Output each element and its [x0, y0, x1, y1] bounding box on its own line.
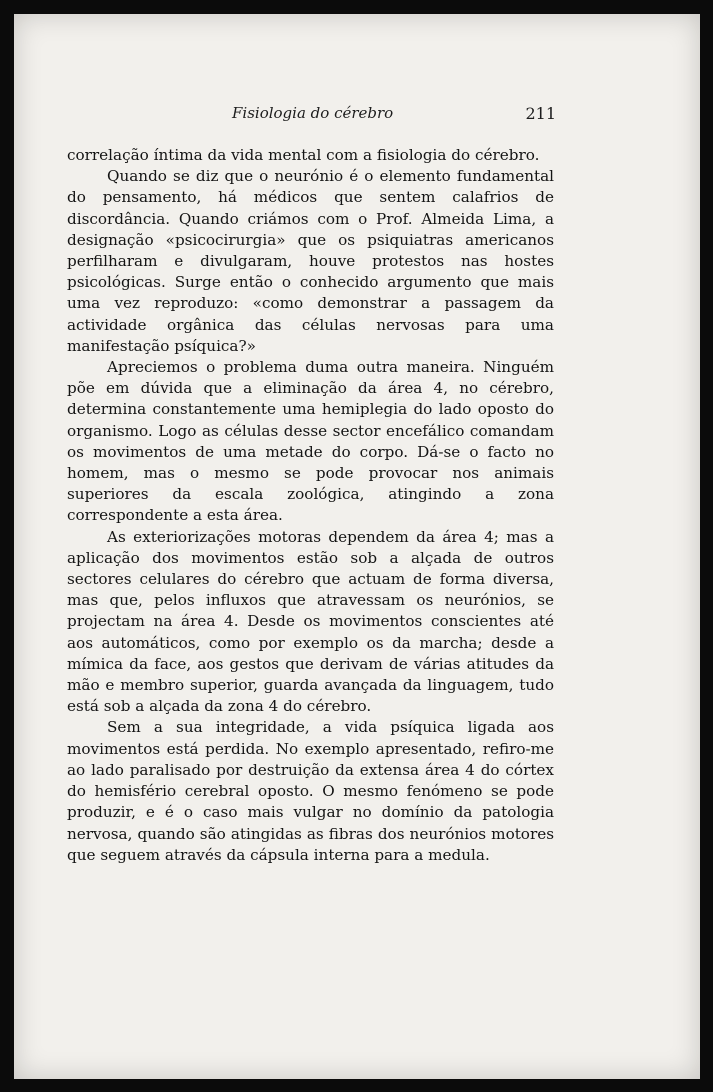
- page-number: 211: [525, 104, 556, 123]
- paragraph: As exteriorizações motoras dependem da área 4; mas a aplicação dos movimentos estão sob a alçada de outros sectores celulares do cérebro que actuam de forma diversa, mas que, pelos influxos que atravessam os neurónios, se projectam na área 4. Desde os movimentos conscientes até aos automáticos, como por exemplo os da marcha; desde a mímica da face, aos gestos que derivam de várias atitudes da mão e membro superior, guarda avançada da linguagem, tudo está sob a alçada da zona 4 do cérebro.: [67, 527, 554, 716]
- running-header: [14, 104, 700, 128]
- body-text: [67, 145, 554, 866]
- paragraph-continuation: correlação íntima da vida mental com a fisiologia do cérebro.: [67, 146, 540, 164]
- paragraph: Apreciemos o problema duma outra maneira. Ninguém põe em dúvida que a eliminação da área 4, no cérebro, determina constantemente uma hemiplegia do lado oposto do organismo. Logo as células desse sector encefálico comandam os movimentos de uma metade do corpo. Dá-se o facto no homem, mas o mesmo se pode provocar nos animais superiores da escala zoológica, atingindo a zona correspondente a esta área.: [67, 358, 554, 525]
- running-title: Fisiologia do cérebro: [232, 104, 394, 122]
- paragraph: Sem a sua integridade, a vida psíquica ligada aos movimentos está perdida. No exemplo apresentado, refiro-me ao lado paralisado por destruição da extensa área 4 do córtex do hemisfério cerebral oposto. O mesmo fenómeno se pode produzir, e é o caso mais vulgar no domínio da patologia nervosa, quando são atingidas as fibras dos neurónios motores que seguem através da cápsula interna para a medula.: [67, 718, 554, 864]
- book-page: [14, 14, 700, 1079]
- paragraph: Quando se diz que o neurónio é o elemento fundamental do pensamento, há médicos que sentem calafrios de discordância. Quando criámos com o Prof. Almeida Lima, a designação «psicocirurgia» que os psiquiatras americanos perfilharam e divulgaram, houve protestos nas hostes psicológicas. Surge então o conhecido argumento que mais uma vez reproduzo: «como demonstrar a passagem da actividade orgânica das células nervosas para uma manifestação psíquica?»: [67, 167, 554, 355]
